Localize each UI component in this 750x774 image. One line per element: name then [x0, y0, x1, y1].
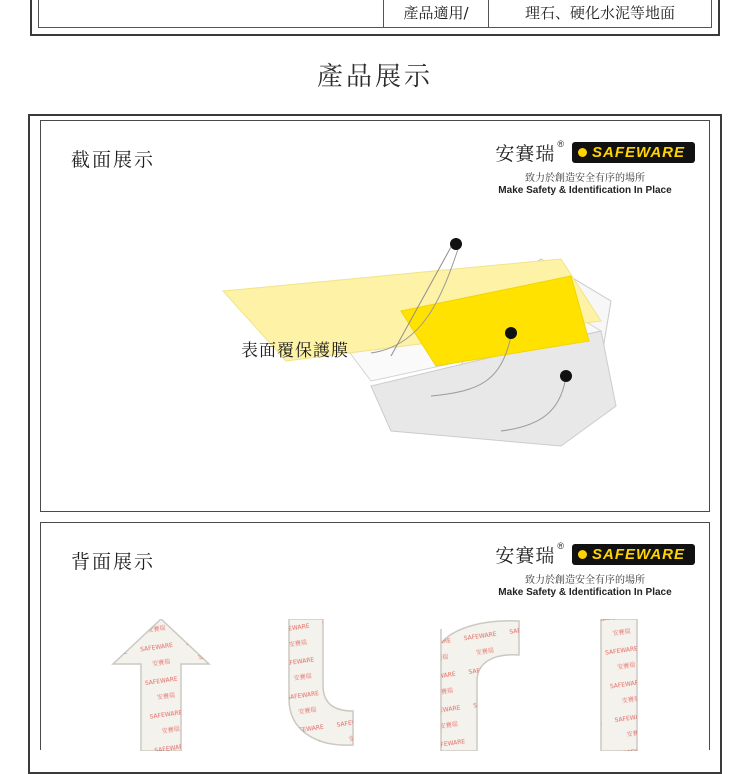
brand-row [475, 139, 695, 166]
spec-cell-usage-label [384, 0, 489, 27]
safeware-logo [572, 142, 695, 163]
back-side-panel [40, 522, 710, 750]
logo-dot-icon-back [578, 550, 587, 559]
brand-tagline-cn: 致力於創造安全有序的場所 [525, 173, 645, 184]
spec-usage-label-text: 產品適用/ [403, 4, 469, 22]
cross-section-panel [40, 120, 710, 512]
brand-name-cn-back: 安賽瑞 [495, 545, 556, 567]
spec-usage-line1 [502, 0, 697, 1]
callout-dot-film [450, 238, 462, 250]
brand-tagline-en-back: Make Safety & Identification In Place [498, 587, 672, 598]
brand-row-back [475, 541, 695, 568]
tape-letter-t-shape [289, 619, 353, 745]
spec-usage-value-text [502, 0, 697, 24]
cross-section-illustration [41, 181, 709, 511]
tape-letter-d-shape [601, 619, 637, 751]
page-title: 產品展示 [316, 62, 433, 92]
callout-dot-pet [505, 327, 517, 339]
callout-protective-film: 表面覆保護膜 [241, 341, 349, 361]
safeware-logo-text-back: SAFEWARE [591, 546, 685, 563]
tape-arrow-shape [113, 619, 209, 751]
registered-mark-icon-back: ® [557, 541, 564, 551]
registered-mark-icon: ® [557, 139, 564, 149]
spec-cell-usage-value [489, 0, 711, 27]
product-spec-table-inner [38, 0, 712, 28]
cross-section-panel-label: 截面展示 [71, 149, 156, 171]
spec-cell-empty [39, 0, 384, 27]
brand-tagline-en: Make Safety & Identification In Place [498, 185, 672, 196]
brand-tagline-cn-back: 致力於創造安全有序的場所 [525, 575, 645, 586]
cross-section-svg [41, 181, 709, 511]
tape-letter-r-shape [441, 621, 519, 751]
back-side-illustration [41, 619, 709, 751]
callout-dot-base [560, 370, 572, 382]
product-spec-table [30, 0, 720, 36]
safeware-logo-back [572, 544, 695, 565]
back-side-panel-label: 背面展示 [71, 551, 156, 573]
safeware-logo-text: SAFEWARE [591, 144, 685, 161]
spec-usage-line2: 理石、硬化水泥等地面 [524, 4, 675, 22]
brand-name-cn: 安賽瑞 [495, 143, 556, 165]
back-side-svg [41, 619, 709, 751]
logo-dot-icon [578, 148, 587, 157]
brand-block-back [475, 541, 695, 598]
